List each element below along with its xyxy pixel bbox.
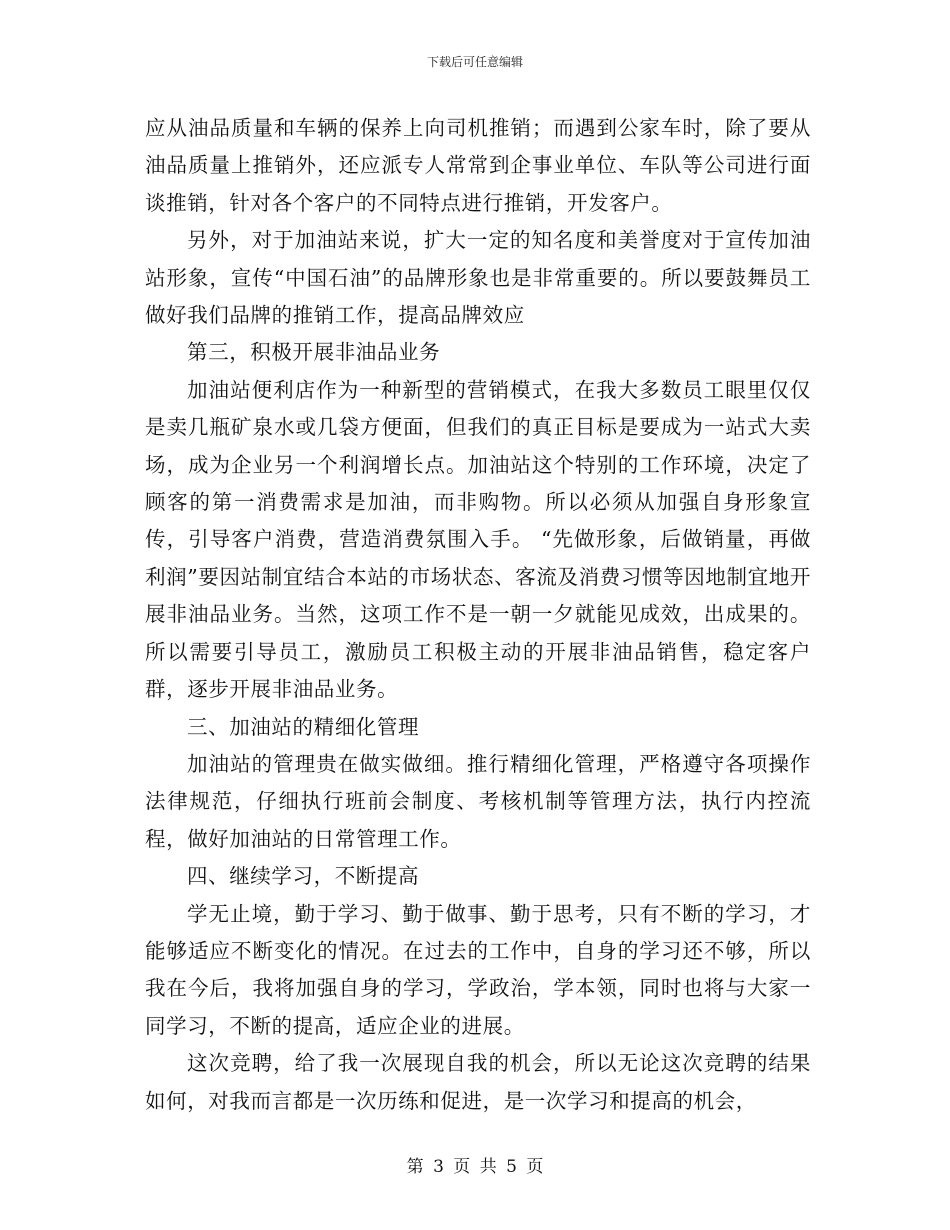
section-heading-refined-management: 三、加油站的精细化管理 [187, 714, 420, 739]
paragraph-1: 应从油品质量和车辆的保养上向司机推销；而遇到公家车时，除了要从油品质量上推销外，还应派专人常常到企事业单位、车队等公司进行面谈推销，针对各个客户的不同特点进行推销，开发客户。 [145, 116, 811, 215]
document-body [145, 110, 811, 1120]
paragraph-3: 加油站便利店作为一种新型的营销模式，在我大多数员工眼里仅仅是卖几瓶矿泉水或几袋方便面，但我们的真正目标是要成为一站式大卖场，成为企业另一个利润增长点。加油站这个特别的工作环境，决定了顾客的第一消费需求是加油，而非购物。所以必须从加强自身形象宣传，引导客户消费，营造消费氛围入手。 “先做形象，后做销量，再做利润”要因站制宜结合本站的市场状态、客流及消费习惯等因地制宜地开展非油品业务。当然，这项工作不是一朝一夕就能见成效，出成果的。所以需要引导员工，激励员工积极主动的开展非油品销售，稳定客户群，逐步开展非油品业务。 [145, 377, 811, 702]
paragraph-2: 另外，对于加油站来说，扩大一定的知名度和美誉度对于宣传加油站形象，宣传“中国石油”的品牌形象也是非常重要的。所以要鼓舞员工做好我们品牌的推销工作，提高品牌效应 [145, 228, 811, 328]
page-header: 下载后可任意编辑 [426, 55, 523, 69]
section-heading-continue-learning: 四、继续学习，不断提高 [187, 864, 420, 889]
paragraph-5: 学无止境，勤于学习、勤于做事、勤于思考，只有不断的学习，才能够适应不断变化的情况。在过去的工作中，自身的学习还不够，所以我在今后，我将加强自身的学习，学政治，学本领，同时也将与大家一同学习，不断的提高，适应企业的进展。 [145, 901, 811, 1038]
paragraph-6: 这次竞聘，给了我一次展现自我的机会，所以无论这次竞聘的结果如何，对我而言都是一次历练和促进，是一次学习和提高的机会， [145, 1051, 811, 1113]
section-heading-third: 第三，积极开展非油品业务 [187, 340, 441, 365]
paragraph-4: 加油站的管理贵在做实做细。推行精细化管理，严格遵守各项操作法律规范，仔细执行班前会制度、考核机制等管理方法，执行内控流程，做好加油站的日常管理工作。 [145, 751, 811, 851]
page-footer: 第 3 页 共 5 页 [406, 1157, 544, 1177]
